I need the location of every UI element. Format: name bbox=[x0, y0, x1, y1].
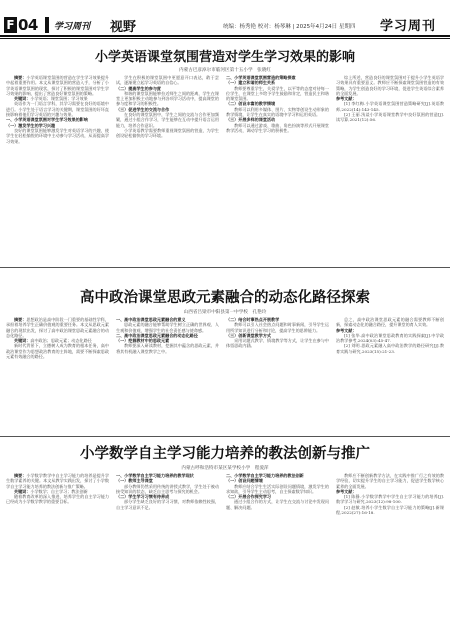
article-column bbox=[226, 317, 329, 431]
page-header bbox=[0, 0, 450, 40]
article-column bbox=[6, 317, 109, 431]
article-author: 内蒙古呼和浩特市某区某学校小学 程爱萍 bbox=[181, 466, 269, 471]
body-paragraph: [1] 李红梅.小学英语课堂氛围营造策略研究[J].英语教师,2022(14):143-145. bbox=[336, 101, 444, 112]
header-rule-thin bbox=[0, 38, 450, 39]
section-heading: （一）教师主导课堂 bbox=[116, 478, 153, 484]
paragraph-label: 摘要： bbox=[14, 75, 27, 80]
article-author: 山西省吕梁市中阳县第一中学校 孔艳玲 bbox=[183, 310, 267, 315]
body-paragraph: 教师应结合学生生活实际创设问题情境，激发学生的求知欲，引导学生主动思考，自主探索数学知识。 bbox=[226, 483, 329, 494]
article-column bbox=[116, 75, 219, 263]
body-paragraph: 教师应不断创新教学方法，在实践中推广行之有效的教学经验，切实提升学生的自主学习能力，促进学生数学核心素养的全面发展。 bbox=[336, 473, 444, 489]
article-divider bbox=[0, 267, 450, 268]
paragraph-text: 高中政治；思政元素；动态化路径 bbox=[30, 338, 92, 344]
article-column bbox=[6, 75, 109, 263]
body-paragraph: 部分学生缺乏良好的学习习惯，对教师依赖性较强，自主学习意识不足。 bbox=[116, 499, 219, 510]
paragraph-text: 小学数学；自主学习；教法创新 bbox=[30, 488, 88, 494]
paragraph-label: 摘要： bbox=[14, 473, 27, 478]
section-heading: 参考文献： bbox=[336, 327, 357, 333]
body-paragraph: 学生在积极的课堂氛围中更愿意开口表达，敢于尝试，逐渐建立起学习英语的自信心。 bbox=[116, 75, 219, 86]
section-heading: （一）创设问题情境 bbox=[226, 478, 263, 484]
article-title: 高中政治课堂思政元素融合的动态化路径探索 bbox=[80, 290, 370, 306]
section-heading: 二、小学英语课堂氛围营造的策略探索 bbox=[226, 75, 296, 80]
paper-name: 学习周刊 bbox=[54, 22, 91, 32]
section-heading: （二）提高学生的参与度 bbox=[116, 85, 162, 91]
article-column bbox=[6, 473, 109, 635]
section-heading: （二）开展合作探究学习 bbox=[226, 494, 272, 500]
paper-brand: 学习周刊 bbox=[380, 19, 437, 34]
page-letter: F bbox=[4, 17, 17, 33]
section-heading: （一）激发学生的学习兴趣 bbox=[6, 122, 56, 128]
body-paragraph: 通过小组合作的方式，让学生在交流与讨论中发现问题、解决问题。 bbox=[226, 499, 329, 510]
editor-line: 统编：杨秀艳 校对：杨琴琳 | 2025年4月24日 星期四 bbox=[223, 24, 356, 30]
paragraph-text: 思想政治是高中阶段一门重要的基础性学科，承担着培养学生正确价值观的重要任务。本文从思政元素融合的现状出发，探讨了高中政治课堂思政元素融合的动态化路径。 bbox=[6, 317, 109, 338]
paragraph-label: 摘要： bbox=[14, 317, 27, 322]
abstract-paragraph bbox=[6, 317, 109, 338]
paragraph-label: 关键词： bbox=[14, 488, 31, 494]
section-heading: （二）结合时事热点开展教学 bbox=[226, 317, 280, 322]
article-politics bbox=[0, 270, 450, 435]
body-paragraph: 教师要深入研读教材，挖掘其中蕴含的思政元素，并将其有机融入课堂教学之中。 bbox=[116, 343, 219, 354]
body-paragraph: [1] 陈静.小学数学教学中学生自主学习能力的培养[J].数学学习与研究,2023(12):98-100. bbox=[336, 494, 444, 505]
section-heading: （三）开展多样的课堂活动 bbox=[226, 117, 276, 123]
article-column bbox=[226, 75, 329, 263]
body-paragraph: [2] 王丽.浅谈小学英语课堂教学中良好氛围的营造[J].读写算,2021(12):56. bbox=[336, 112, 444, 123]
section-heading: 参考文献： bbox=[336, 96, 357, 102]
article-divider bbox=[0, 436, 450, 437]
section-heading: 二、小学数学自主学习能力培养的教法创新 bbox=[226, 473, 304, 478]
section-heading: 一、小学英语课堂氛围对学生学习效果的影响 bbox=[6, 117, 88, 123]
body-paragraph: 总之，高中政治课堂思政元素的融合需要教师不断创新，探索动态化的融合路径，提升课堂的育人实效。 bbox=[336, 317, 444, 328]
section-heading: （三）促进学生的交流与合作 bbox=[116, 106, 170, 112]
section-heading: （一）建立和谐的师生关系 bbox=[226, 80, 276, 86]
article-column bbox=[226, 473, 329, 635]
paragraph-text: 小学英语课堂氛围的营造在学生学习效果提升中起着重要作用。本文从课堂氛围的营造入手，分析了小学英语课堂氛围的现状，探讨了积极的课堂氛围对学生学习效果的影响，提出了营造良好课堂氛围的策略。 bbox=[6, 75, 109, 96]
paragraph-text: 小学数学教学中自主学习能力的培养是提升学生数学素养的关键。本文从教学实践出发，探讨了小学数学自主学习能力培养的教法创新与推广策略。 bbox=[6, 473, 109, 489]
paragraph-label: 关键词： bbox=[14, 338, 31, 344]
abstract-paragraph bbox=[6, 473, 109, 489]
header-bar bbox=[45, 17, 49, 33]
article-author: 内蒙古巴彦淖尔市临河区第十五小学 张晓红 bbox=[179, 68, 271, 73]
body-paragraph: 小学英语教学需要教师重视课堂氛围的营造，为学生创设轻松愉快的学习环境。 bbox=[116, 127, 219, 139]
section-heading: 一、高中政治课堂思政元素融合的意义 bbox=[116, 317, 186, 322]
article-math bbox=[0, 438, 450, 638]
paragraph-text: 小学英语；课堂氛围；学习效果 bbox=[30, 96, 88, 102]
body-paragraph: [2] 刘明.思政元素融入高中政治教学的路径研究[J].教育实践与研究,2023(15):21-23. bbox=[336, 343, 444, 354]
article-title: 小学数学自主学习能力培养的教法创新与推广 bbox=[80, 446, 370, 462]
article-column bbox=[336, 473, 444, 635]
article-column bbox=[336, 317, 444, 431]
body-paragraph: 综上所述，营造良好的课堂氛围对于提升小学生英语学习效果具有重要意义。教师应不断探索课堂氛围营造的有效策略，为学生创造良好的学习环境，促进学生英语综合素养的全面发展。 bbox=[336, 75, 444, 96]
article-title: 小学英语课堂氛围营造对学生学习效果的影响 bbox=[94, 50, 355, 65]
paragraph-label: 关键词： bbox=[14, 96, 31, 102]
section-heading: （三）创新课堂教学方式 bbox=[226, 332, 272, 338]
header-rule bbox=[0, 35, 450, 37]
body-paragraph: 英语作为一门语言学科，其学习需要在良好的语境中进行。小学生处于语言学习的关键期，课堂氛围的好坏直接影响着他们学习英语的兴趣与效果。 bbox=[6, 101, 109, 118]
article-column bbox=[336, 75, 444, 263]
abstract-paragraph bbox=[6, 75, 109, 96]
section-heading: （二）学生学习习惯有待养成 bbox=[116, 494, 170, 500]
body-paragraph: 教师要尊重学生，关爱学生，以平等的态度对待每一位学生，在课堂上多给予学生鼓励和肯定，营造民主和谐的课堂氛围。 bbox=[226, 85, 329, 102]
body-paragraph: 教师可以通过游戏、歌曲、角色扮演等形式开展课堂教学活动，调动学生学习的积极性。 bbox=[226, 122, 329, 133]
page-number: 04 bbox=[18, 16, 38, 34]
body-paragraph: 部分教师仍然采用传统的讲授式教学，学生处于被动接受知识的状态，缺乏自主思考与探究的机会。 bbox=[116, 483, 219, 494]
body-paragraph: [1] 张华.高中政治课堂思政教育的实践探索[J].中学政治教学参考,2024(03):45-47. bbox=[336, 332, 444, 344]
section-heading: （一）挖掘教材中的思政元素 bbox=[116, 338, 170, 344]
body-paragraph: 教师可以引入社会热点问题和时事新闻，引导学生运用所学知识进行分析和讨论，提高学生的思辨能力。 bbox=[226, 322, 329, 333]
section-heading: 参考文献： bbox=[336, 488, 357, 494]
body-paragraph: 和谐的课堂氛围能够拉近师生之间的距离，学生在课堂上更加积极主动地参与到各项学习活动中，提高课堂的参与度和学习的积极性。 bbox=[116, 90, 219, 107]
body-paragraph: 在良好的课堂氛围中，学生之间的交流与合作更加频繁，通过小组合作学习，学生能够在互动中提升语言运用能力，培养合作意识。 bbox=[116, 112, 219, 128]
body-paragraph: 新时代背景下，立德树人成为教育的根本任务，高中政治课堂作为思想政治教育的主阵地，需要不断探索思政元素有效融合的路径。 bbox=[6, 343, 109, 360]
body-paragraph: 采用议题式教学、情境教学等方式，让学生在参与中体悟思政内涵。 bbox=[226, 338, 329, 349]
body-paragraph: [2] 赵敏.培养小学生数学自主学习能力的策略[J].新课程,2022(27):16-18. bbox=[336, 504, 444, 516]
section-heading: 一、小学数学自主学习能力培养的教学现状 bbox=[116, 473, 194, 478]
article-english bbox=[0, 40, 450, 266]
article-column bbox=[116, 317, 219, 431]
body-paragraph: 教师可以利用多媒体、图片、实物等创设生动形象的教学情境，让学生在真实的语境中学习和运用英语。 bbox=[226, 106, 329, 118]
section-heading: 二、高中政治课堂思政元素融合的动态化路径 bbox=[116, 332, 198, 338]
section-title: 视野 bbox=[110, 20, 137, 35]
body-paragraph: 良好的课堂氛围能够激发学生对英语学习的兴趣，使学生在轻松愉悦的环境中主动参与学习活动，从而提高学习效果。 bbox=[6, 127, 109, 144]
section-heading: （二）创设丰富的教学情境 bbox=[226, 101, 276, 107]
body-paragraph: 思政元素的融合能够帮助学生树立正确的世界观、人生观和价值观，增强学生的社会责任感与使命感。 bbox=[116, 322, 219, 333]
body-paragraph: 随着教育改革的深入推进，培养学生的自主学习能力已经成为小学数学教学的重要目标。 bbox=[6, 494, 109, 505]
article-column bbox=[116, 473, 219, 635]
